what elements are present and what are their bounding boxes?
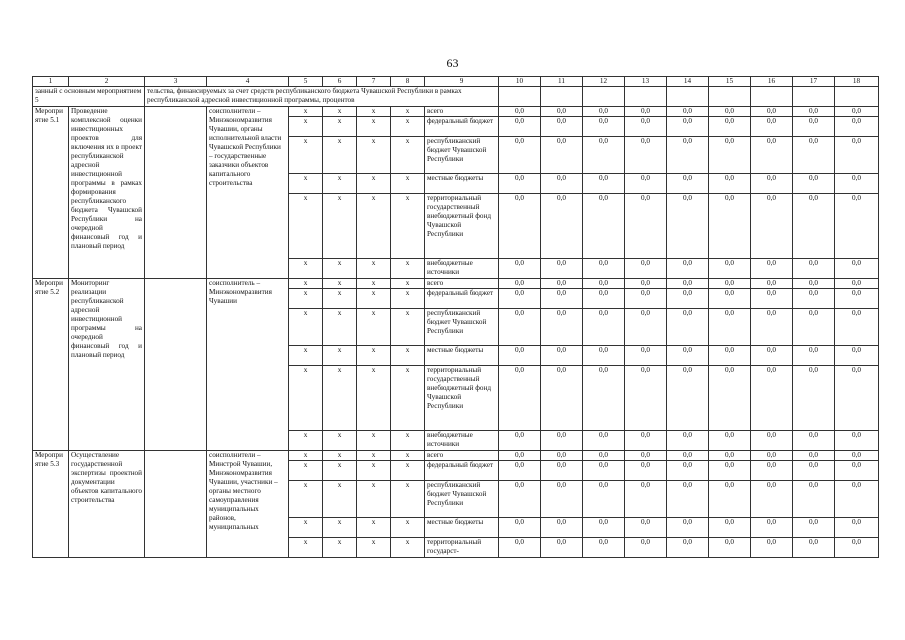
year-value: 0,0 xyxy=(709,279,751,289)
funding-source: федеральный бюджет xyxy=(425,289,499,309)
year-value: 0,0 xyxy=(709,518,751,538)
code-mark: x xyxy=(357,194,391,259)
year-value: 0,0 xyxy=(541,117,583,137)
code-mark: x xyxy=(391,137,425,174)
year-value: 0,0 xyxy=(667,289,709,309)
year-value: 0,0 xyxy=(709,346,751,366)
code-mark: x xyxy=(289,174,323,194)
year-value: 0,0 xyxy=(667,309,709,346)
year-value: 0,0 xyxy=(625,538,667,558)
code-mark: x xyxy=(357,366,391,431)
year-value: 0,0 xyxy=(499,289,541,309)
year-value: 0,0 xyxy=(793,346,835,366)
year-value: 0,0 xyxy=(793,431,835,451)
column-number-10: 10 xyxy=(499,77,541,87)
funding-row xyxy=(33,279,879,289)
year-value: 0,0 xyxy=(541,174,583,194)
code-mark: x xyxy=(289,451,323,461)
year-value: 0,0 xyxy=(709,259,751,279)
code-mark: x xyxy=(391,174,425,194)
column-number-14: 14 xyxy=(667,77,709,87)
year-value: 0,0 xyxy=(625,518,667,538)
funding-row xyxy=(33,107,879,117)
year-value: 0,0 xyxy=(793,117,835,137)
code-mark: x xyxy=(357,259,391,279)
code-mark: x xyxy=(357,279,391,289)
empty-cell xyxy=(145,451,207,558)
year-value: 0,0 xyxy=(835,538,879,558)
code-mark: x xyxy=(323,431,357,451)
empty-cell xyxy=(583,87,625,107)
empty-cell xyxy=(541,87,583,107)
column-number-9: 9 xyxy=(425,77,499,87)
year-value: 0,0 xyxy=(751,366,793,431)
column-number-11: 11 xyxy=(541,77,583,87)
funding-source: территориальный государственный внебюджетный фонд Чувашской Республики xyxy=(425,366,499,431)
measure-id: Мероприятие 5.2 xyxy=(33,279,69,451)
code-mark: x xyxy=(289,346,323,366)
year-value: 0,0 xyxy=(667,137,709,174)
year-value: 0,0 xyxy=(709,481,751,518)
year-value: 0,0 xyxy=(751,431,793,451)
empty-cell xyxy=(793,87,835,107)
year-value: 0,0 xyxy=(793,309,835,346)
year-value: 0,0 xyxy=(541,451,583,461)
year-value: 0,0 xyxy=(499,117,541,137)
code-mark: x xyxy=(289,518,323,538)
code-mark: x xyxy=(323,309,357,346)
year-value: 0,0 xyxy=(667,194,709,259)
code-mark: x xyxy=(289,431,323,451)
code-mark: x xyxy=(391,431,425,451)
measure-id: Мероприятие 5.3 xyxy=(33,451,69,558)
code-mark: x xyxy=(357,461,391,481)
code-mark: x xyxy=(323,194,357,259)
year-value: 0,0 xyxy=(709,194,751,259)
year-value: 0,0 xyxy=(541,309,583,346)
year-value: 0,0 xyxy=(667,107,709,117)
year-value: 0,0 xyxy=(583,461,625,481)
year-value: 0,0 xyxy=(499,107,541,117)
year-value: 0,0 xyxy=(583,259,625,279)
code-mark: x xyxy=(323,481,357,518)
year-value: 0,0 xyxy=(541,518,583,538)
code-mark: x xyxy=(289,117,323,137)
year-value: 0,0 xyxy=(793,107,835,117)
code-mark: x xyxy=(357,289,391,309)
year-value: 0,0 xyxy=(793,518,835,538)
measure-executors: соисполнители – Минэкономразвития Чувашии, органы исполнительной власти Чувашской Республики – государственные заказчики объектов капитального строительства xyxy=(207,107,289,279)
code-mark: x xyxy=(289,107,323,117)
code-mark: x xyxy=(357,481,391,518)
column-number-4: 4 xyxy=(207,77,289,87)
year-value: 0,0 xyxy=(541,461,583,481)
year-value: 0,0 xyxy=(667,481,709,518)
year-value: 0,0 xyxy=(625,117,667,137)
code-mark: x xyxy=(391,279,425,289)
column-number-7: 7 xyxy=(357,77,391,87)
year-value: 0,0 xyxy=(709,174,751,194)
year-value: 0,0 xyxy=(667,538,709,558)
measure-name: Проведение комплексной оценки инвестиционных проектов для включения их в проект республиканской адресной инвестиционной программы в рамках формирования республиканского бюджета Чувашской Республики на очередной финансовый год и плановый период xyxy=(69,107,145,279)
year-value: 0,0 xyxy=(541,431,583,451)
year-value: 0,0 xyxy=(667,279,709,289)
year-value: 0,0 xyxy=(667,518,709,538)
year-value: 0,0 xyxy=(499,346,541,366)
code-mark: x xyxy=(357,431,391,451)
year-value: 0,0 xyxy=(499,518,541,538)
year-value: 0,0 xyxy=(625,259,667,279)
year-value: 0,0 xyxy=(583,279,625,289)
empty-cell xyxy=(145,107,207,279)
year-value: 0,0 xyxy=(499,259,541,279)
year-value: 0,0 xyxy=(541,481,583,518)
year-value: 0,0 xyxy=(583,346,625,366)
year-value: 0,0 xyxy=(793,366,835,431)
year-value: 0,0 xyxy=(751,279,793,289)
year-value: 0,0 xyxy=(793,461,835,481)
year-value: 0,0 xyxy=(499,461,541,481)
year-value: 0,0 xyxy=(583,481,625,518)
year-value: 0,0 xyxy=(667,346,709,366)
year-value: 0,0 xyxy=(499,194,541,259)
code-mark: x xyxy=(289,279,323,289)
funding-source: республиканский бюджет Чувашской Республики xyxy=(425,481,499,518)
year-value: 0,0 xyxy=(625,481,667,518)
lead-row xyxy=(33,87,879,107)
year-value: 0,0 xyxy=(835,137,879,174)
year-value: 0,0 xyxy=(835,451,879,461)
year-value: 0,0 xyxy=(499,481,541,518)
year-value: 0,0 xyxy=(751,481,793,518)
year-value: 0,0 xyxy=(835,174,879,194)
year-value: 0,0 xyxy=(625,194,667,259)
code-mark: x xyxy=(391,117,425,137)
column-number-row xyxy=(33,77,879,87)
year-value: 0,0 xyxy=(625,107,667,117)
funding-source: всего xyxy=(425,107,499,117)
code-mark: x xyxy=(391,259,425,279)
year-value: 0,0 xyxy=(625,174,667,194)
year-value: 0,0 xyxy=(709,538,751,558)
year-value: 0,0 xyxy=(751,259,793,279)
empty-cell xyxy=(667,87,709,107)
year-value: 0,0 xyxy=(835,346,879,366)
funding-source: местные бюджеты xyxy=(425,174,499,194)
year-value: 0,0 xyxy=(541,289,583,309)
code-mark: x xyxy=(323,279,357,289)
year-value: 0,0 xyxy=(583,366,625,431)
code-mark: x xyxy=(289,481,323,518)
column-number-6: 6 xyxy=(323,77,357,87)
year-value: 0,0 xyxy=(751,518,793,538)
code-mark: x xyxy=(289,137,323,174)
column-number-15: 15 xyxy=(709,77,751,87)
year-value: 0,0 xyxy=(583,137,625,174)
year-value: 0,0 xyxy=(793,259,835,279)
funding-row xyxy=(33,451,879,461)
year-value: 0,0 xyxy=(751,309,793,346)
code-mark: x xyxy=(357,309,391,346)
year-value: 0,0 xyxy=(583,289,625,309)
year-value: 0,0 xyxy=(583,538,625,558)
funding-source: всего xyxy=(425,451,499,461)
year-value: 0,0 xyxy=(835,431,879,451)
funding-source: республиканский бюджет Чувашской Республики xyxy=(425,309,499,346)
empty-cell xyxy=(499,87,541,107)
code-mark: x xyxy=(323,346,357,366)
year-value: 0,0 xyxy=(709,117,751,137)
year-value: 0,0 xyxy=(835,309,879,346)
code-mark: x xyxy=(323,538,357,558)
code-mark: x xyxy=(323,461,357,481)
code-mark: x xyxy=(391,366,425,431)
code-mark: x xyxy=(391,451,425,461)
year-value: 0,0 xyxy=(709,451,751,461)
code-mark: x xyxy=(357,451,391,461)
year-value: 0,0 xyxy=(583,431,625,451)
year-value: 0,0 xyxy=(541,279,583,289)
column-number-8: 8 xyxy=(391,77,425,87)
year-value: 0,0 xyxy=(667,451,709,461)
code-mark: x xyxy=(357,174,391,194)
code-mark: x xyxy=(357,518,391,538)
year-value: 0,0 xyxy=(625,346,667,366)
year-value: 0,0 xyxy=(583,107,625,117)
code-mark: x xyxy=(289,194,323,259)
code-mark: x xyxy=(289,538,323,558)
year-value: 0,0 xyxy=(499,279,541,289)
code-mark: x xyxy=(391,538,425,558)
column-number-5: 5 xyxy=(289,77,323,87)
code-mark: x xyxy=(289,366,323,431)
measure-executors: соисполнители – Минстрой Чувашии, Минэкономразвития Чувашии, участники – органы местного самоуправления муниципальных районов, муниципальных xyxy=(207,451,289,558)
year-value: 0,0 xyxy=(499,538,541,558)
year-value: 0,0 xyxy=(793,481,835,518)
code-mark: x xyxy=(357,117,391,137)
code-mark: x xyxy=(357,137,391,174)
year-value: 0,0 xyxy=(793,289,835,309)
program-table xyxy=(32,76,879,558)
code-mark: x xyxy=(323,366,357,431)
year-value: 0,0 xyxy=(625,461,667,481)
year-value: 0,0 xyxy=(625,289,667,309)
year-value: 0,0 xyxy=(541,194,583,259)
year-value: 0,0 xyxy=(583,309,625,346)
column-number-3: 3 xyxy=(145,77,207,87)
year-value: 0,0 xyxy=(835,481,879,518)
code-mark: x xyxy=(289,309,323,346)
year-value: 0,0 xyxy=(541,137,583,174)
year-value: 0,0 xyxy=(541,107,583,117)
year-value: 0,0 xyxy=(793,538,835,558)
year-value: 0,0 xyxy=(709,431,751,451)
year-value: 0,0 xyxy=(751,451,793,461)
funding-source: федеральный бюджет xyxy=(425,117,499,137)
code-mark: x xyxy=(323,137,357,174)
year-value: 0,0 xyxy=(709,289,751,309)
measure-name: Осуществление государственной экспертизы проектной документации объектов капитального строительства xyxy=(69,451,145,558)
year-value: 0,0 xyxy=(709,461,751,481)
year-value: 0,0 xyxy=(751,117,793,137)
empty-cell xyxy=(835,87,879,107)
measure-executors: соисполнитель – Минэкономразвития Чувашии xyxy=(207,279,289,451)
year-value: 0,0 xyxy=(667,431,709,451)
code-mark: x xyxy=(323,259,357,279)
year-value: 0,0 xyxy=(583,194,625,259)
code-mark: x xyxy=(391,194,425,259)
year-value: 0,0 xyxy=(667,366,709,431)
empty-cell xyxy=(709,87,751,107)
code-mark: x xyxy=(357,538,391,558)
column-number-13: 13 xyxy=(625,77,667,87)
code-mark: x xyxy=(357,346,391,366)
code-mark: x xyxy=(391,346,425,366)
year-value: 0,0 xyxy=(751,137,793,174)
year-value: 0,0 xyxy=(835,117,879,137)
year-value: 0,0 xyxy=(499,174,541,194)
year-value: 0,0 xyxy=(583,117,625,137)
year-value: 0,0 xyxy=(541,366,583,431)
column-number-1: 1 xyxy=(33,77,69,87)
code-mark: x xyxy=(391,481,425,518)
code-mark: x xyxy=(323,451,357,461)
funding-source: внебюджетные источники xyxy=(425,259,499,279)
year-value: 0,0 xyxy=(625,137,667,174)
year-value: 0,0 xyxy=(709,107,751,117)
code-mark: x xyxy=(391,518,425,538)
year-value: 0,0 xyxy=(541,346,583,366)
code-mark: x xyxy=(289,461,323,481)
empty-cell xyxy=(145,279,207,451)
funding-source: всего xyxy=(425,279,499,289)
year-value: 0,0 xyxy=(499,451,541,461)
code-mark: x xyxy=(323,117,357,137)
year-value: 0,0 xyxy=(583,174,625,194)
funding-source: федеральный бюджет xyxy=(425,461,499,481)
year-value: 0,0 xyxy=(709,137,751,174)
year-value: 0,0 xyxy=(625,431,667,451)
empty-cell xyxy=(625,87,667,107)
year-value: 0,0 xyxy=(541,538,583,558)
year-value: 0,0 xyxy=(751,194,793,259)
year-value: 0,0 xyxy=(835,279,879,289)
code-mark: x xyxy=(323,518,357,538)
funding-source: территориальный государст- xyxy=(425,538,499,558)
year-value: 0,0 xyxy=(667,461,709,481)
year-value: 0,0 xyxy=(583,451,625,461)
year-value: 0,0 xyxy=(499,137,541,174)
code-mark: x xyxy=(391,461,425,481)
year-value: 0,0 xyxy=(625,279,667,289)
code-mark: x xyxy=(391,107,425,117)
lead-cell-indicator: тельства, финансируемых за счет средств республиканского бюджета Чувашской Республики в рамках республиканской адресной инвестиционной программы, процентов xyxy=(145,87,499,107)
year-value: 0,0 xyxy=(751,538,793,558)
year-value: 0,0 xyxy=(835,259,879,279)
funding-source: территориальный государственный внебюджетный фонд Чувашской Республики xyxy=(425,194,499,259)
year-value: 0,0 xyxy=(499,309,541,346)
year-value: 0,0 xyxy=(835,461,879,481)
column-number-12: 12 xyxy=(583,77,625,87)
code-mark: x xyxy=(289,259,323,279)
funding-source: местные бюджеты xyxy=(425,346,499,366)
code-mark: x xyxy=(323,174,357,194)
year-value: 0,0 xyxy=(751,346,793,366)
year-value: 0,0 xyxy=(751,107,793,117)
column-number-16: 16 xyxy=(751,77,793,87)
year-value: 0,0 xyxy=(793,451,835,461)
year-value: 0,0 xyxy=(709,309,751,346)
code-mark: x xyxy=(391,289,425,309)
year-value: 0,0 xyxy=(499,431,541,451)
year-value: 0,0 xyxy=(793,174,835,194)
column-number-18: 18 xyxy=(835,77,879,87)
year-value: 0,0 xyxy=(667,259,709,279)
year-value: 0,0 xyxy=(793,194,835,259)
funding-source: республиканский бюджет Чувашской Республики xyxy=(425,137,499,174)
year-value: 0,0 xyxy=(667,174,709,194)
year-value: 0,0 xyxy=(751,174,793,194)
year-value: 0,0 xyxy=(835,518,879,538)
year-value: 0,0 xyxy=(625,366,667,431)
funding-source: местные бюджеты xyxy=(425,518,499,538)
year-value: 0,0 xyxy=(541,259,583,279)
measure-id: Мероприятие 5.1 xyxy=(33,107,69,279)
empty-cell xyxy=(751,87,793,107)
lead-cell-1: занный с основным мероприятием 5 xyxy=(33,87,145,107)
year-value: 0,0 xyxy=(793,137,835,174)
year-value: 0,0 xyxy=(625,309,667,346)
column-number-2: 2 xyxy=(69,77,145,87)
year-value: 0,0 xyxy=(835,107,879,117)
year-value: 0,0 xyxy=(499,366,541,431)
measure-name: Мониторинг реализации республиканской адресной инвестиционной программы на очередной финансовый год и плановый период xyxy=(69,279,145,451)
year-value: 0,0 xyxy=(751,461,793,481)
page-number: 63 xyxy=(446,56,459,70)
column-number-17: 17 xyxy=(793,77,835,87)
code-mark: x xyxy=(323,289,357,309)
year-value: 0,0 xyxy=(583,518,625,538)
year-value: 0,0 xyxy=(625,451,667,461)
code-mark: x xyxy=(391,309,425,346)
year-value: 0,0 xyxy=(667,117,709,137)
code-mark: x xyxy=(323,107,357,117)
code-mark: x xyxy=(357,107,391,117)
code-mark: x xyxy=(289,289,323,309)
year-value: 0,0 xyxy=(835,289,879,309)
funding-source: внебюджетные источники xyxy=(425,431,499,451)
year-value: 0,0 xyxy=(709,366,751,431)
year-value: 0,0 xyxy=(835,194,879,259)
year-value: 0,0 xyxy=(751,289,793,309)
year-value: 0,0 xyxy=(793,279,835,289)
year-value: 0,0 xyxy=(835,366,879,431)
